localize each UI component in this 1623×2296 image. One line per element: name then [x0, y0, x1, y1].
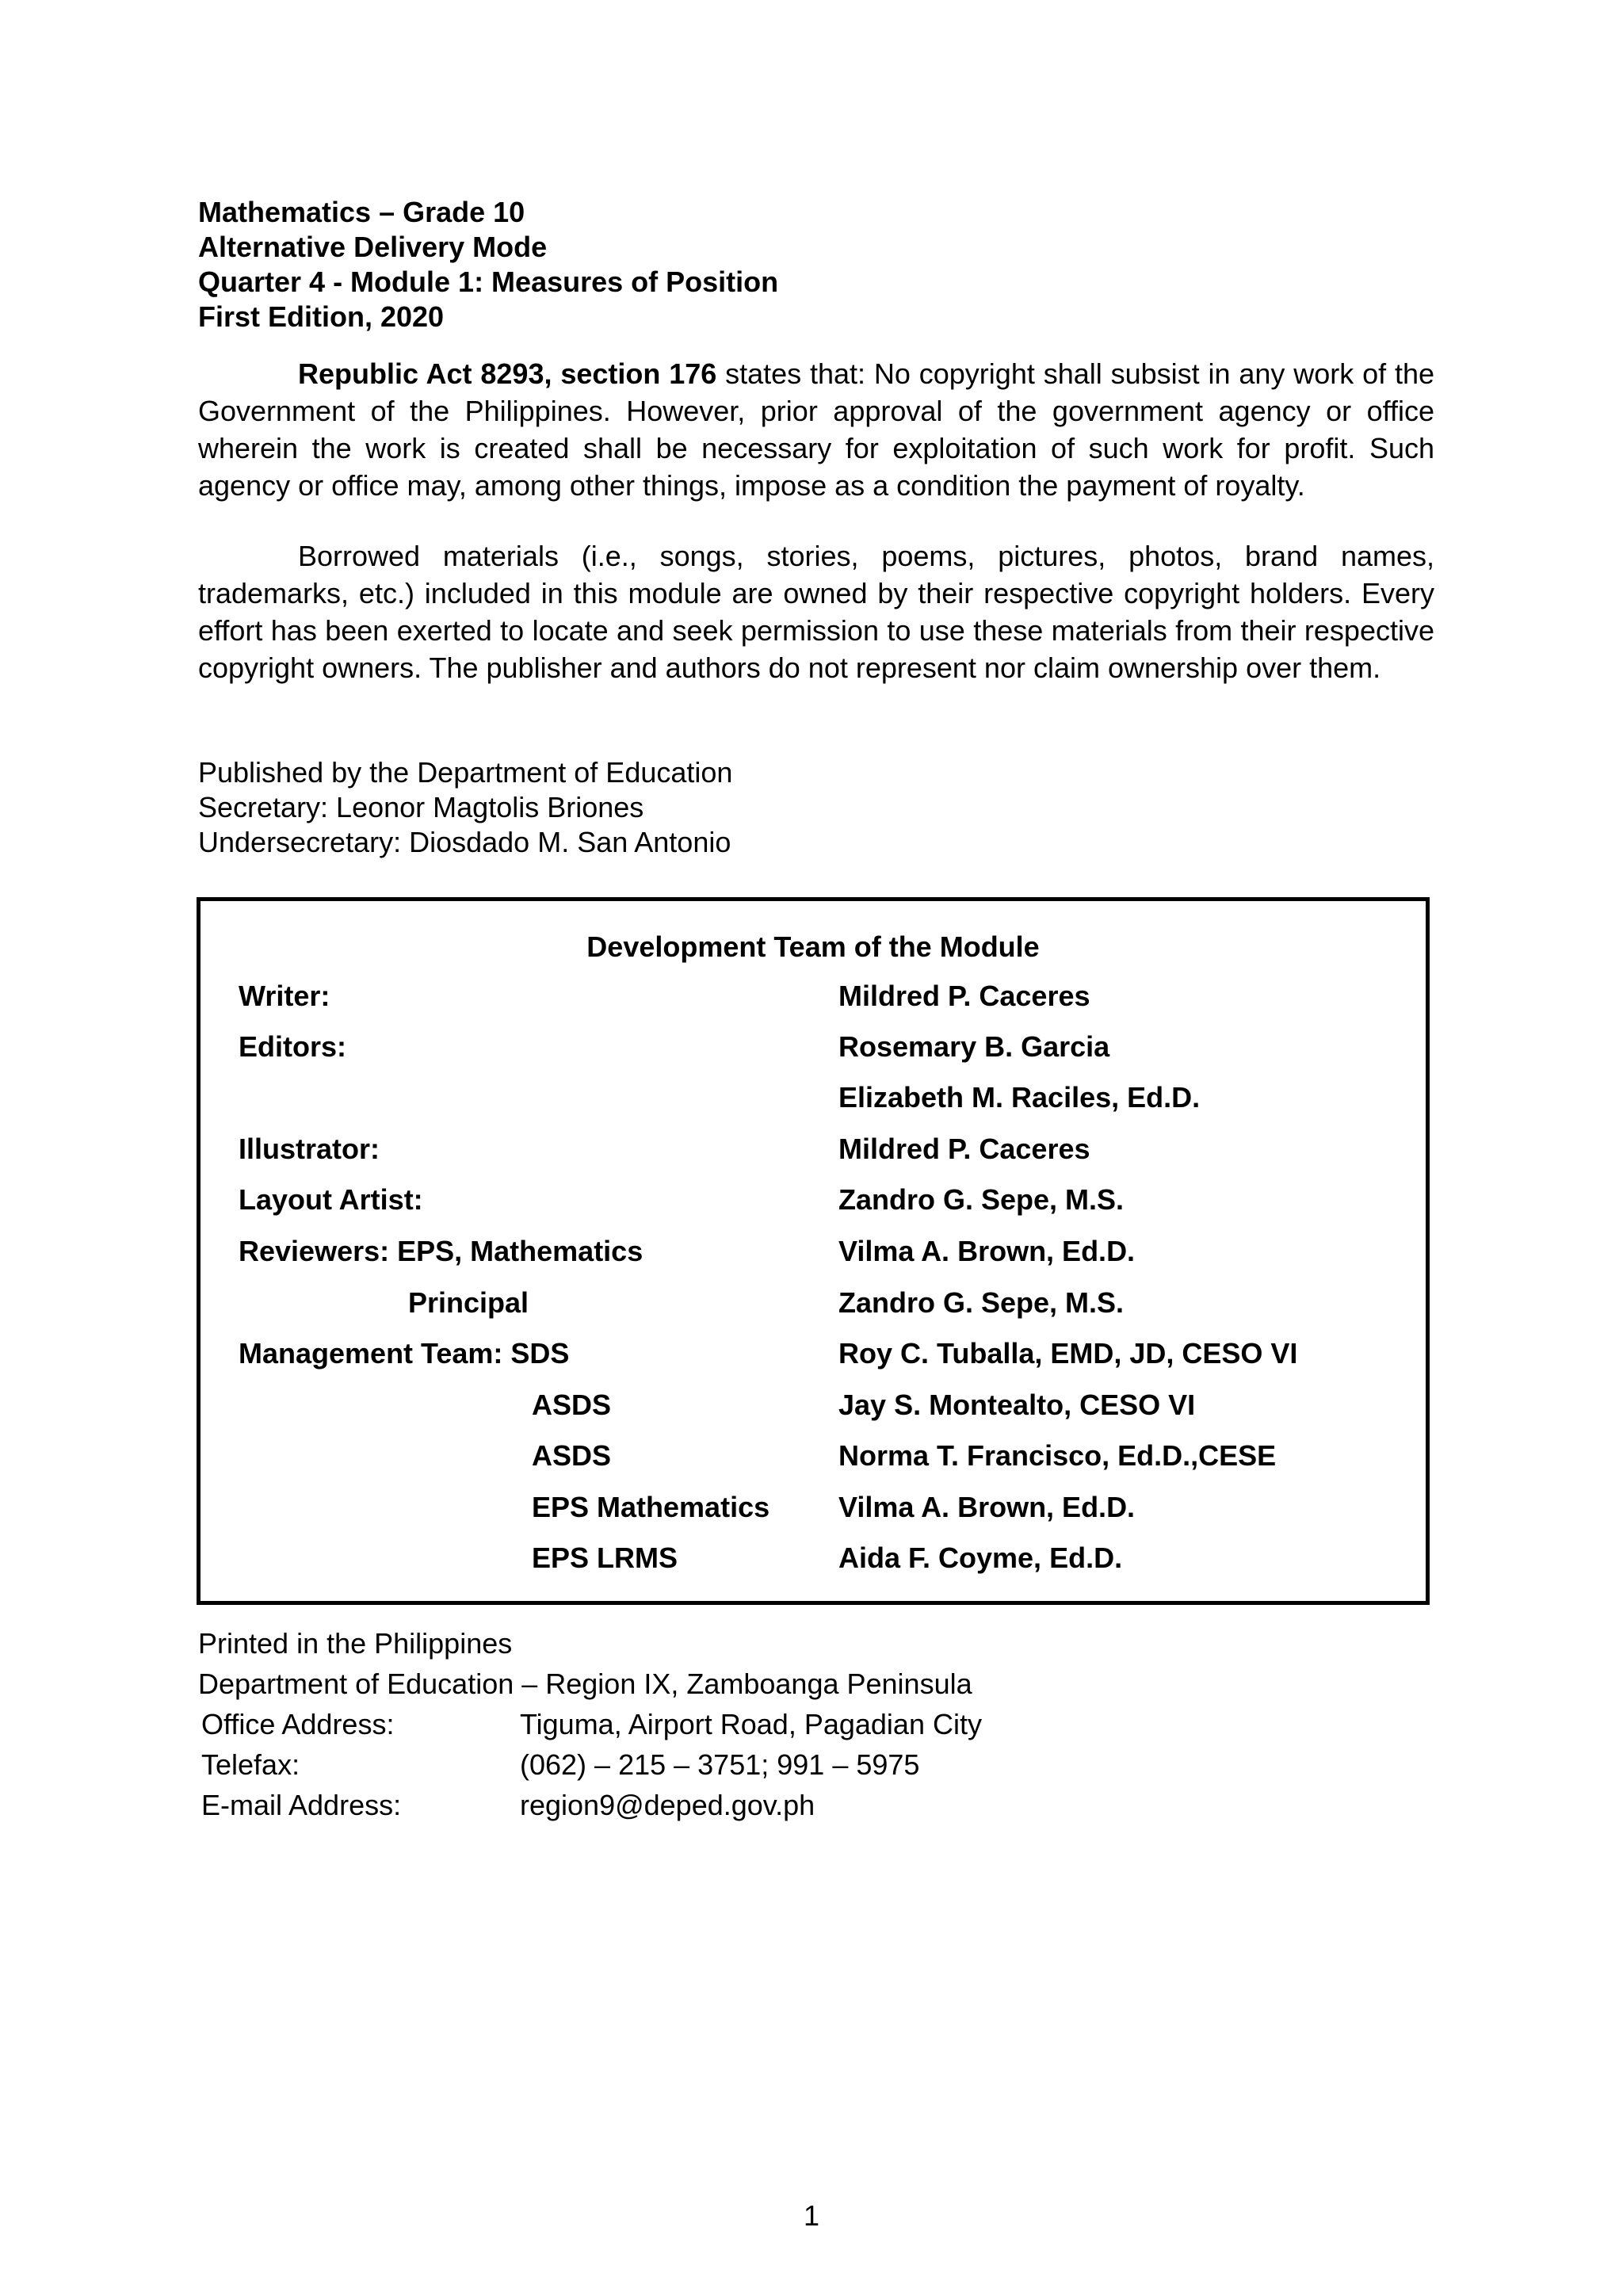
team-role: EPS LRMS [532, 1541, 678, 1574]
team-member-name: Mildred P. Caceres [838, 1133, 1090, 1165]
team-row [200, 979, 1426, 1030]
borrowed-materials-notice: Borrowed materials (i.e., songs, stories, poems, pictures, photos, brand names, trademarks, etc.) included in this module are owned by their respective copyright holders. Every effort has been exerted to locate and seek permission to use these materials from their respective copyright owners. The publisher and authors do not represent nor claim ownership over them. [198, 540, 1434, 684]
email-value: region9@deped.gov.ph [520, 1789, 815, 1821]
printing-info [198, 1623, 1434, 1825]
email-row [198, 1785, 1434, 1825]
team-row [200, 1132, 1426, 1182]
team-member-name: Zandro G. Sepe, M.S. [838, 1286, 1125, 1319]
team-role: ASDS [532, 1439, 612, 1472]
team-role: Writer: [239, 980, 330, 1012]
page-number: 1 [803, 2199, 820, 2232]
team-row [200, 1080, 1426, 1131]
team-member-name: Rosemary B. Garcia [838, 1030, 1110, 1063]
team-role: Principal [408, 1286, 529, 1319]
team-role: EPS Mathematics [532, 1491, 770, 1523]
secretary-line: Secretary: Leonor Magtolis Briones [198, 791, 644, 823]
team-member-name: Roy C. Tuballa, EMD, JD, CESO VI [838, 1337, 1298, 1370]
module-title: Quarter 4 - Module 1: Measures of Position [198, 266, 779, 298]
team-role: Layout Artist: [239, 1183, 423, 1216]
team-row [200, 1234, 1426, 1285]
subject-grade: Mathematics – Grade 10 [198, 196, 525, 228]
copyright-notice-text: states that: No copyright shall subsist in any work of the Government of the Philippines. However, prior approval of the government agency or office wherein the work is created shall be necessary for exploitation of such work for profit. Such agency or office may, among other things, impose as a condition the payment of royalty. [198, 357, 1434, 502]
team-member-name: Elizabeth M. Raciles, Ed.D. [838, 1081, 1201, 1114]
module-header [198, 195, 1442, 334]
development-team-box [197, 897, 1430, 1605]
team-role: Management Team: SDS [239, 1337, 570, 1370]
team-row [200, 1182, 1426, 1233]
team-role: Illustrator: [239, 1133, 380, 1165]
office-address-value: Tiguma, Airport Road, Pagadian City [520, 1708, 982, 1740]
team-member-name: Aida F. Coyme, Ed.D. [838, 1541, 1123, 1574]
team-member-name: Norma T. Francisco, Ed.D.,CESE [838, 1439, 1277, 1472]
team-member-name: Jay S. Montealto, CESO VI [838, 1389, 1196, 1421]
contact-label: E-mail Address: [201, 1789, 402, 1821]
printed-in-line: Printed in the Philippines [198, 1627, 513, 1660]
team-member-name: Mildred P. Caceres [838, 980, 1090, 1012]
team-row [200, 1541, 1426, 1591]
team-member-name: Vilma A. Brown, Ed.D. [838, 1235, 1136, 1267]
republic-act-reference: Republic Act 8293, section 176 [298, 357, 717, 390]
team-member-name: Zandro G. Sepe, M.S. [838, 1183, 1125, 1216]
publisher-info [198, 755, 1434, 860]
contact-label: Telefax: [201, 1748, 300, 1781]
office-address-row [198, 1704, 1434, 1744]
telefax-value: (062) – 215 – 3751; 991 – 5975 [520, 1748, 920, 1781]
edition: First Edition, 2020 [198, 300, 445, 333]
team-row [200, 1030, 1426, 1080]
team-member-name: Vilma A. Brown, Ed.D. [838, 1491, 1136, 1523]
team-role: ASDS [532, 1389, 612, 1421]
contact-label: Office Address: [201, 1708, 395, 1740]
undersecretary-line: Undersecretary: Diosdado M. San Antonio [198, 826, 731, 858]
region-office-line: Department of Education – Region IX, Zamboanga Peninsula [198, 1668, 972, 1700]
team-row [200, 1286, 1426, 1336]
team-row [200, 1438, 1426, 1489]
copyright-notice [198, 355, 1434, 504]
delivery-mode: Alternative Delivery Mode [198, 231, 548, 263]
telefax-row [198, 1744, 1434, 1785]
team-role: Editors: [239, 1030, 347, 1063]
development-team-title: Development Team of the Module [586, 930, 1040, 963]
publisher-line: Published by the Department of Education [198, 756, 733, 789]
team-role: Reviewers: EPS, Mathematics [239, 1235, 643, 1267]
team-row [200, 1490, 1426, 1541]
team-row [200, 1336, 1426, 1387]
team-row [200, 1388, 1426, 1438]
